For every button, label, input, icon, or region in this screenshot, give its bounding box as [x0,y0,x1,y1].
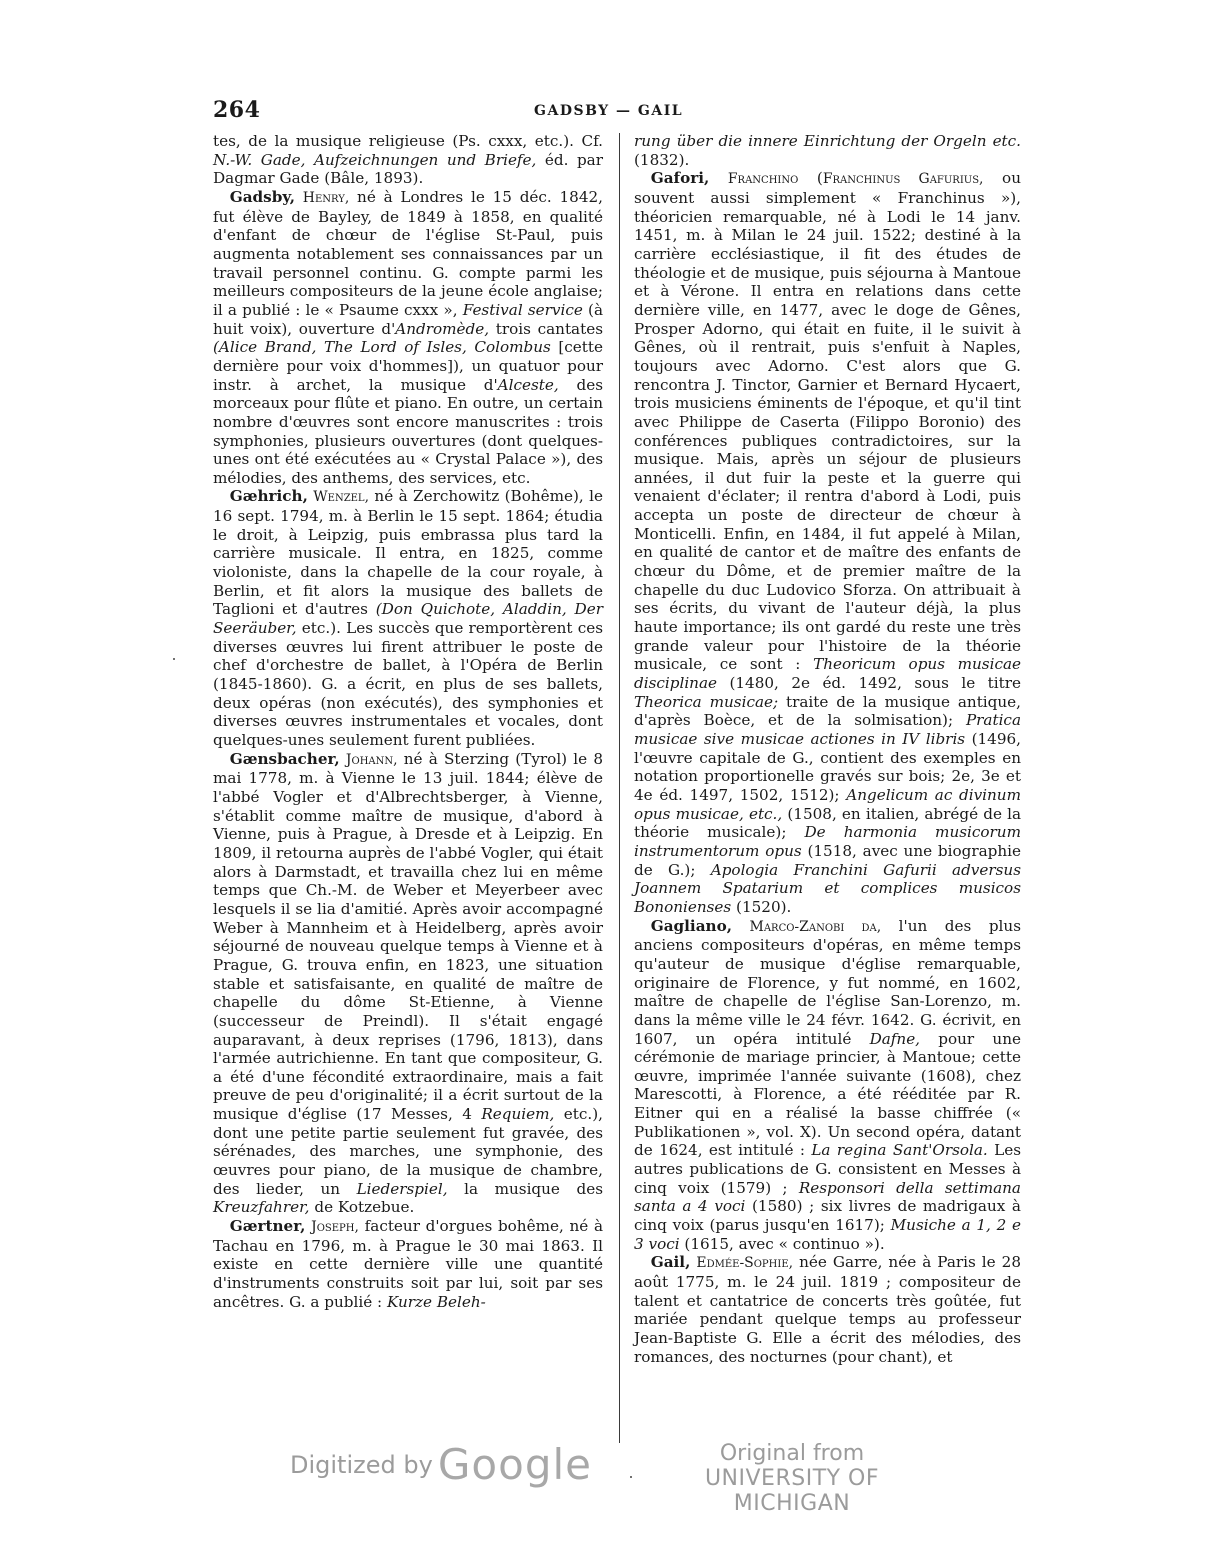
entry-text: trois cantates [489,319,603,338]
entry-text [709,169,728,187]
entry-text: des morceaux pour flûte et piano. En outre, un certain nombre d'œuvres sont encore manuscrites : trois symphonies, plusieurs ouvertures (dont quelques-unes ont été exécutées au « Crystal Palace »), des mélodies, des anthems, des services, etc. [213,375,603,487]
entry-text: traite de la musique antique, d'après Boèce, et de la solmisation); [634,692,1021,730]
dictionary-entry [213,188,603,488]
column-divider [619,133,620,1443]
entry-text: facteur d'orgues bohême, né à Tachau en 1796, m. à Prague le 30 mai 1863. Il existe en cette dernière ville une quantité d'instruments construits soit par lui, soit par ses ancêtres. G. a publié : [213,1217,604,1311]
italic-title: Angelicum ac divinum opus musicae, etc., [634,785,1021,823]
entry-text: (1832). [634,150,690,169]
italic-title: (Alice Brand, The Lord of Isles, Colombus [213,338,551,357]
italic-title: Theorica musicae; [634,692,779,711]
entry-text: Les autres publications de G. consistent en Messes à cinq voix (1579) ; [634,1141,1021,1197]
italic-title: De harmonia musicorum instrumentorum opus [634,823,1021,860]
entry-text: né à Zerchowitz (Bohême), le 16 sept. 1794, m. à Berlin le 15 sept. 1864; étudia le droit, à Leipzig, puis embrassa plus tard la carrière musicale. Il entra, en 1825, comme violoniste, dans la chapelle de la cour royale, à Berlin, et fit alors la musique des ballets de Taglioni et d'autres [213,487,603,619]
dictionary-entry [634,917,1021,1254]
given-name: Edmée-Sophie, [696,1255,794,1272]
left-column [213,132,603,1311]
italic-title: Dafne, [869,1029,921,1048]
university-text: UNIVERSITY OF MICHIGAN [704,1466,880,1516]
given-name: Joseph, [311,1219,359,1236]
entry-headword: Gail, [650,1253,691,1272]
entry-text: la musique des [447,1179,603,1198]
italic-title: Responsori della settimana santa a 4 voci [634,1178,1021,1216]
entry-text: etc.). Les succès que remportèrent ces diverses œuvres lui firent attribuer le poste de chef d'orchestre de ballet, à l'Opéra de Berlin (1845-1860). G. a écrit, en plus de ses ballets, deux opéras (non exécutés), des symphonies et diverses œuvres instrumentales et vocales, dont quelques-unes seulement furent publiées. [213,619,603,749]
entry-headword: Gænsbacher, [229,749,340,768]
given-name: Johann, [345,751,398,768]
given-name: Wenzel, [313,489,370,506]
page-number: 264 [213,97,261,123]
italic-title: Requiem, [481,1105,555,1124]
entry-text: de Kotzebue. [309,1198,415,1217]
entry-text: né à Sterzing (Tyrol) le 8 mai 1778, m. à Vienne le 13 juil. 1844; élève de l'abbé Vogler et d'Albrechtsberger, à Vienne, s'établit comme maître de musique, d'abord à Vienne, puis à Prague, à Dresde et à Leipzig. En 1809, il retourna auprès de l'abbé Vogler, qui était alors à Darmstadt, et travailla chez lui en même temps que Ch.-M. de Weber et Meyerbeer avec lesquels il se lia d'amitié. Après avoir accompagné Weber à Mannheim et à Heidelberg, après avoir séjourné de nouveau quelque temps à Vienne et à Prague, G. trouva enfin, en 1823, une situation stable et satisfaisante, en qualité de maître de chapelle du dôme St-Etienne, à Vienne (successeur de Preindl). Il s'était engagé auparavant, à deux reprises (1796, 1813), dans l'armée autrichienne. En tant que compositeur, G. a été d'une fécondité extraordinaire, mais a fait preuve de peu d'originalité; il a écrit surtout de la musique d'église (17 Messes, 4 [213,749,603,1124]
running-title: GADSBY — GAIL [534,103,684,119]
given-name: Franchinus Gafurius, [822,171,984,188]
italic-title: Apologia Franchini Gafurii adversus Joannem Spatarium et complices musicos Bononienses [634,860,1021,916]
digitized-by-text: Digitized by [290,1451,433,1479]
entry-continuation [213,132,603,188]
italic-title: Kreuzfahrer, [213,1198,310,1217]
entry-text: né à Londres le 15 déc. 1842, fut élève de Bayley, de 1849 à 1858, en qualité d'enfant de chœur de l'église St-Paul, puis augmenta notablement ses connaissances par un travail personnel continu. G. compte parmi les meilleurs compositeurs de la jeune école anglaise; il a publié : le « Psaume cxxx », [213,187,603,319]
entry-text: pour une cérémonie de mariage princier, à Mantoue; cette œuvre, imprimée l'année suivante (1608), chez Marescotti, à Florence, a été rééditée par R. Eitner qui en a réalisé la basse chiffrée (« Publikationen », vol. X). Un second opéra, datant de 1624, est intitulé : [634,1029,1021,1160]
given-name: Franchino [727,171,799,188]
entry-text: éd. par Dagmar Gade (Bâle, 1893). [213,150,603,188]
entry-continuation [634,132,1021,169]
dictionary-entry [634,1253,1021,1366]
entry-text: (1615, avec « continuo »). [679,1234,885,1253]
entry-text: (à huit voix), ouverture d' [213,300,604,338]
entry-text [732,917,750,935]
entry-text: (1496, l'œuvre capitale de G., contient des exemples en notation proportionelle gravés sur bois; 2e, 3e et 4e éd. 1497, 1502, 1512); [634,730,1022,804]
entry-text: (1518, avec une biographie de G.); [634,841,1021,879]
entry-headword: Gadsby, [229,187,295,206]
italic-title: rung über die innere Einrichtung der Orgeln etc. [634,132,1021,150]
italic-title: La regina Sant'Orsola. [811,1141,988,1160]
entry-text: (1508, en italien, abrégé de la théorie musicale); [634,804,1021,842]
given-name: Marco-Zanobi da, [749,918,882,935]
italic-title: Theoricum opus musicae disciplinae [634,655,1022,693]
italic-title: Festival service [462,300,583,319]
italic-title: Liederspiel, [356,1179,448,1198]
italic-title: Musiche a 1, 2 e 3 voci [634,1216,1021,1253]
scan-speck [630,1476,632,1478]
entry-text: (1580) ; six livres de madrigaux à cinq voix (parus jusqu'en 1617); [634,1197,1021,1235]
original-from-text: Original from [719,1441,865,1466]
original-from-watermark [668,1441,916,1516]
italic-title: Pratica musicae sive musicae actiones in IV libris [634,711,1021,748]
scan-speck [173,658,175,660]
entry-text: l'un des plus anciens compositeurs d'opéras, en même temps qu'auteur de musique d'église remarquable, originaire de Florence, y fut nommé, en 1602, maître de chapelle de l'église San-Lorenzo, m. dans la même ville le 24 févr. 1642. G. écrivit, en 1607, un opéra intitulé [634,916,1021,1048]
entry-headword: Gagliano, [650,916,732,935]
dictionary-entry [634,169,1021,916]
italic-title: Alceste, [497,375,559,394]
entry-text: tes, de la musique religieuse (Ps. cxxx, etc.). Cf. [213,132,603,150]
entry-headword: Gafori, [650,169,710,188]
italic-title: Kurze Beleh- [386,1292,486,1311]
dictionary-entry [213,1217,603,1311]
entry-text: (1520). [731,897,792,916]
right-column [634,132,1021,1366]
italic-title: (Don Quichote, Aladdin, Der Seeräuber, [213,600,603,638]
dictionary-entry [213,750,603,1217]
entry-text: [cette dernière pour voix d'hommes]), un quatuor pour instr. à archet, la musique d' [213,338,603,394]
entry-text [295,188,303,206]
entry-headword: Gæhrich, [229,487,308,506]
italic-title: Andromède, [395,319,490,338]
entry-text: (1480, 2e éd. 1492, sous le titre [717,674,1021,693]
italic-title: N.-W. Gade, Aufzeichnungen und Briefe, [213,150,537,169]
digitized-by-google-watermark [290,1440,592,1489]
entry-text: ou souvent aussi simplement « Franchinus »), théoricien remarquable, né à Lodi le 14 janv. 1451, m. à Milan le 24 juil. 1522; destiné à la carrière ecclésiastique, il fit des études de théologie et de musique, puis séjourna à Mantoue et à Vérone. Il entra en relations dans cette dernière ville, en 1477, avec le doge de Gênes, Prosper Adorno, qui était en fuite, il le suivit à Gênes, où il rentrait, puis s'enfuit à Naples, toujours avec Adorno. C'est alors que G. rencontra J. Tinctor, Garnier et Bernard Hycaert, trois musiciens éminents de l'époque, et qu'il tint avec Philippe de Caserta (Filippo Boronio) des conférences publiques contradictoires, sur la musique. Mais, après un séjour de plusieurs années, il dut fuir la peste et la guerre qui venaient d'éclater; il rentra d'abord à Lodi, puis accepta un poste de directeur de chœur à Monticelli. Enfin, en 1484, il fut appelé à Milan, en qualité de cantor et de maître des enfants de chœur du Dôme, et de premier maître de la chapelle du duc Ludovico Sforza. On attribuait à ses écrits, du vivant de l'auteur déjà, la plus haute importance; ils ont gardé du reste une très grande valeur pour l'histoire de la théorie musicale, ce sont : [634,169,1021,674]
google-logo-text: Google [437,1440,592,1489]
entry-headword: Gærtner, [229,1217,306,1236]
given-name: Henry, [302,189,350,206]
entry-text: née Garre, née à Paris le 28 août 1775, m. le 24 juil. 1819 ; compositeur de talent et cantatrice de concerts très goûtée, fut mariée pendant quelque temps au professeur Jean-Baptiste G. Elle a écrit des mélodies, des romances, des nocturnes (pour chant), et [634,1253,1022,1366]
entry-text: etc.), dont une petite partie seulement fut gravée, des sérénades, des marches, une symphonie, des œuvres pour piano, de la musique de chambre, des lieder, un [213,1105,603,1198]
dictionary-entry [213,487,603,749]
entry-text: ( [798,169,823,188]
